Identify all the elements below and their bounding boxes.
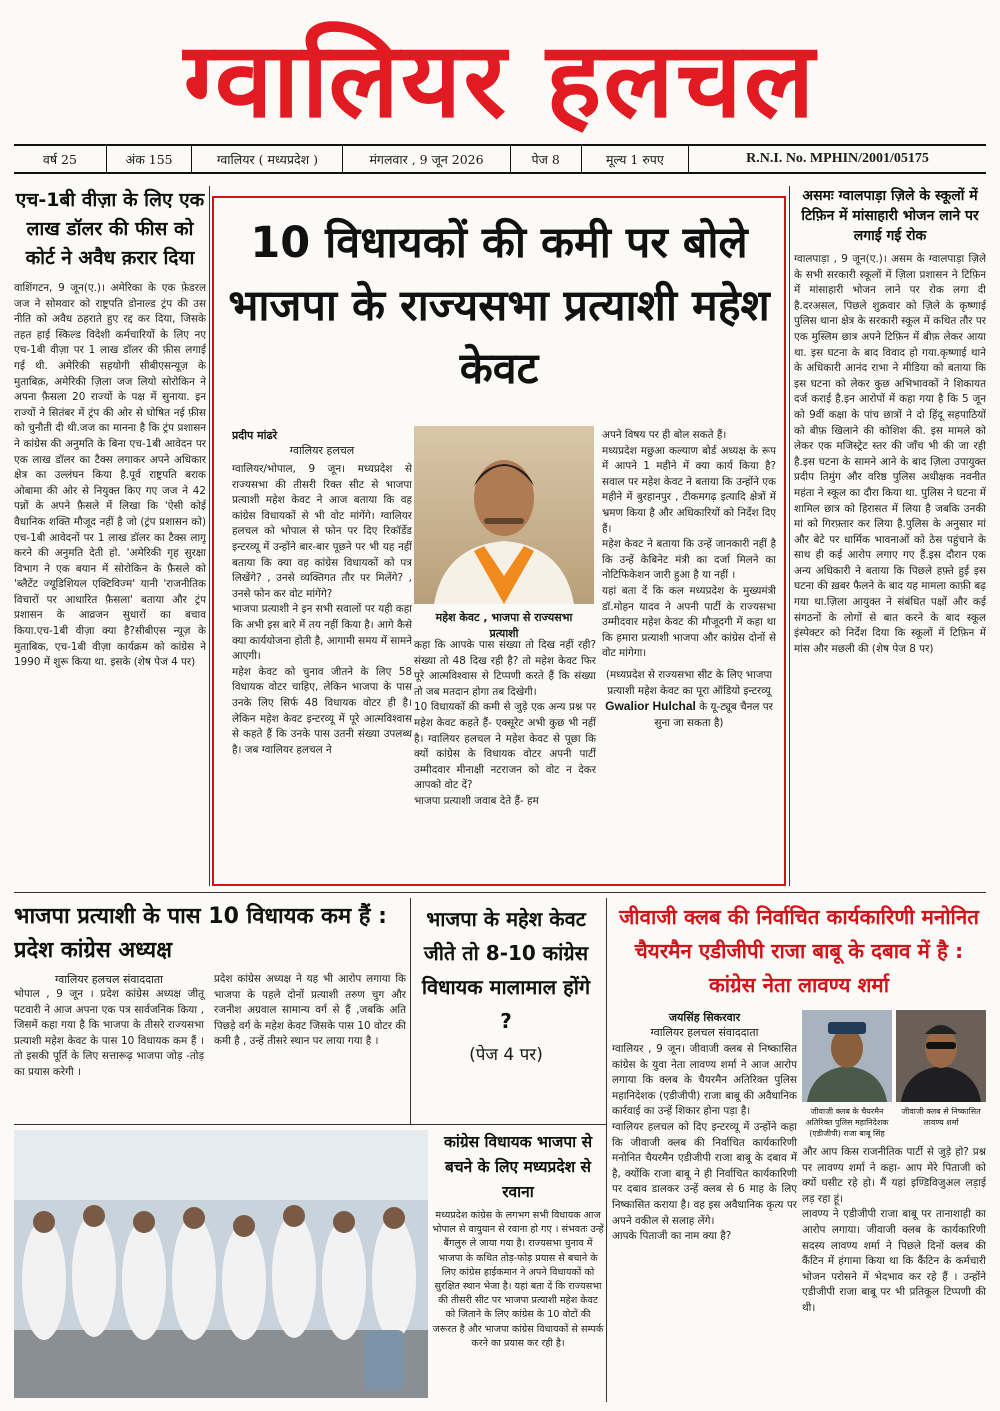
issue-year: वर्ष 25 bbox=[14, 146, 107, 172]
lead-audio-note bbox=[602, 668, 776, 731]
adgp-caption: जीवाजी क्लब के चैयरमैन अतिरिक्त पुलिस महानिदेशक (एडीजीपी) राजा बाबू सिंह bbox=[805, 1107, 889, 1138]
congress-mla-story bbox=[432, 1130, 604, 1400]
lead-note-text: (मध्यप्रदेश से राज्यसभा सीट के लिए भाजपा प्रत्याशी महेश केवट का पूरा ऑडियो इन्टरव्यू bbox=[605, 668, 773, 697]
right-story-headline: असमः ग्वालपाड़ा ज़िले के स्कूलों में टिफ़िन में मांसाहारी भोजन लाने पर लगाई गई रोक bbox=[801, 188, 979, 244]
lead-story-col3 bbox=[602, 428, 776, 874]
lead-photo-caption: महेश केवट , भाजपा से राज्यसभा प्रत्याशी bbox=[435, 611, 573, 640]
club-story-col-right bbox=[802, 1010, 986, 1402]
congress-story-headline: भाजपा प्रत्याशी के पास 10 विधायक कम हैं : प्रदेश कांग्रेस अध्यक्ष bbox=[14, 904, 387, 963]
club-story-col-left bbox=[612, 1010, 797, 1402]
club-col-right-text: और आप किस राजनीतिक पार्टी से जुड़े हो? प्रश्न पर लावण्य शर्मा ने कहा- आप मेरे पिताजी को क्यों घसीट रहे हो। मैं यहां इण्डिविजुअल लड़ाई लड़ रहा हूं। लावण्य ने एडीजीपी राजा बाबू पर तानाशाही का आरोप लगाया। जीवाजी क्लब के कार्यकारिणी सदस्य लावण्य शर्मा ने पिछले दिनों क्लब की कैंटिन में हंगामा किया था कि कैंटिन के कर्मचारी भोजन परोसने में भेदभाव कर रहे हैं । उन्होंने एडीजीपी राजा बाबू पर भी प्रतिकूल टिप्पणी की थी। bbox=[802, 1146, 986, 1314]
issue-page: पेज 8 bbox=[511, 146, 582, 172]
group-photo-illustration bbox=[14, 1130, 428, 1398]
lead-col1-text: ग्वालियर/भोपाल, 9 जून। मध्यप्रदेश से राज्यसभा की तीसरी रिक्त सीट से भाजपा प्रत्याशी महेश केवट ने आज बताया कि वह कांग्रेस विधायकों से भी वोट मांगेंगे। ग्वालियर हलचल को भोपाल से फोन पर दिए रिकॉर्डेड इन्टरव्यू में उन्होंने बार-बार पूछने पर भी यह नहीं बताया कि क्या वह कांग्रेस विधायकों को पत्र लिखेंगे? , उनसे व्यक्तिगत तौर पर मिलेंगे? , उनसे फोन कर वोट मांगेंगे? भाजपा प्रत्याशी ने इन सभी सवालों पर यही कहा कि अभी इस बारे में तय नहीं किया है। आगे कैसे क्या कार्ययोजना होती है, आगामी समय में सामने आएगी। महेश केवट को चुनाव जीतने के लिए 58 विधायक वोटर चाहिए, लेकिन भाजपा के पास उनके लिए सिर्फ 48 विधायक वोटर ही है। लेकिन महेश केवट इन्टरव्यू में पूरे आत्मविश्वास से कहते हैं कि उनके पास उतनी संख्या उपलब्ध है। जब ग्वालियर हलचल ने bbox=[232, 463, 412, 756]
congress-president-story bbox=[14, 900, 406, 1122]
lead-col3-text: अपने विषय पर ही बोल सकते हैं। मध्यप्रदेश मछुआ कल्याण बोर्ड अध्यक्ष के रूप में आपने 1 महीने में क्या कार्य किया है? सवाल पर महेश केवट ने बताया कि उन्होंने एक महीने में बुरहानपुर , टीकमगढ़ इत्यादि क्षेत्रों में भ्रमण किया है और अधिकारियों को निर्देश दिए हैं। महेश केवट ने बताया कि उन्हें जानकारी नहीं है कि उन्हें केबिनेट मंत्री का दर्जा मिलने का नोटिफिकेशन जारी हुआ है या नहीं । यहां बता दें कि कल मध्यप्रदेश के मुख्यमंत्री डॉ.मोहन यादव ने अपनी पार्टी के राज्यसभा उम्मीदवार महेश केवट की मौजूदगी में कहा था कि हमारा प्रत्याशी भाजपा और कांग्रेस दोनों से वोट मांगेगा। bbox=[602, 429, 776, 660]
lead-byline-org: ग्वालियर हलचल bbox=[289, 444, 355, 457]
lavanya-caption: जीवाजी क्लब से निष्कासित लावण्य शर्मा bbox=[901, 1107, 981, 1127]
lead-note-tail: के यू-ट्यूब चैनल पर सुना जा सकता है) bbox=[654, 701, 773, 729]
issue-number: अंक 155 bbox=[107, 146, 193, 172]
left-story bbox=[14, 186, 206, 886]
issue-price: मूल्य 1 रुपए bbox=[582, 146, 689, 172]
left-story-body: वाशिंगटन, 9 जून(ए.)। अमेरिका के एक फ़ेडरल जज ने सोमवार को राष्ट्रपति डोनाल्ड ट्रंप की उस नीति को अवैध ठहराते हुए रद्द कर दिया, जिसके तहत हाई स्किल्ड विदेशी कर्मचारियों के लिए नए एच-1बी वीज़ा पर 1 लाख डॉलर की फ़ीस लगाई गई थी. अमेरिकी सहयोगी सीबीएसन्यूज़ के मुताबिक़, अमेरिकी ज़िला जज लियो सोरोकिन ने अपना फ़ैसला 20 राज्यों के पक्ष में सुनाया. इन राज्यों ने सितंबर में ट्रंप की ओर से घोषित नई फ़ीस को चुनौती दी थी.जज का मानना है कि ट्रंप प्रशासन ने कांग्रेस की अनुमति के बिना एच-1बी आवेदन पर एक लाख डॉलर का टैक्स लगाकर अपने अधिकार क्षेत्र का उल्लंघन किया है.पूर्व राष्ट्रपति बराक ओबामा की ओर से नियुक्त किए गए जज ने 42 पन्नों के अपने फ़ैसले में लिखा कि 'ऐसी कोई वैधानिक शक्ति मौजूद नहीं है जो (ट्रंप प्रशासन को) एच-1बी आवेदनों पर 1 लाख डॉलर का टैक्स लागू करने की अनुमति देती हो. 'अमेरिकी गृह सुरक्षा विभाग ने एक बयान में सोरोकिन के फ़ैसले को 'ब्लैटेंट ज्यूडिशियल एक्टिविज्म' यानी 'राजनीतिक विचारों पर आधारित फ़ैसला' बताया और ट्रंप प्रशासन के आव्रजन सुधारों का बचाव किया.एच-1बी वीज़ा क्या है?सीबीएस न्यूज़ के मुताबिक, एच-1बी वीज़ा कार्यक्रम को कांग्रेस ने 1990 में शुरू किया था. इसके (शेष पेज 4 पर) bbox=[14, 282, 206, 669]
club-story bbox=[612, 900, 986, 1402]
congress-story-col1: भोपाल , 9 जून । प्रदेश कांग्रेस अध्यक्ष जीतू पटवारी ने आज अपना एक पत्र सार्वजनिक किया , जिसमें कहा गया है कि भाजपा के तीसरे राज्यसभा प्रत्याशी महेश केवट के पास 10 विधायक कम हैं । तो इसकी पूर्ति के लिए सत्तारूढ़ भाजपा जोड़ -तोड़ का प्रयास करेगी । bbox=[14, 988, 204, 1078]
column-divider bbox=[209, 186, 210, 886]
lead-story-headline: 10 विधायकों की कमी पर बोले भाजपा के राज्यसभा प्रत्याशी महेश केवट bbox=[228, 218, 770, 394]
club-story-headline: जीवाजी क्लब की निर्वाचित कार्यकारिणी मनोनित चैयरमैन एडीजीपी राजा बाबू के दबाव में है : कांग्रेस नेता लावण्य शर्मा bbox=[619, 905, 979, 997]
mahesh-kewat-photo bbox=[414, 426, 594, 604]
adgp-raja-babu-photo bbox=[802, 1010, 892, 1102]
teaser-box bbox=[414, 900, 598, 1122]
lavanya-sharma-photo bbox=[896, 1010, 986, 1102]
club-byline: जयसिंह सिकरवार bbox=[668, 1011, 741, 1024]
issue-info-bar bbox=[14, 144, 986, 174]
congress-story-col2: प्रदेश कांग्रेस अध्यक्ष ने यह भी आरोप लगाया कि भाजपा के पहले दोनों प्रत्याशी तरुण चुग और रजनीश अग्रवाल सामान्य वर्ग से हैं ,जबकि अति पिछड़े वर्ग के महेश केवट जिसके पास 10 वोटर की कमी है , उन्हें तीसरे स्थान पर लाया गया है । bbox=[214, 973, 406, 1048]
lead-photo-frame bbox=[414, 426, 594, 640]
right-story-body: ग्वालपाड़ा , 9 जून(ए.)। असम के ग्वालपाड़ा ज़िले के सभी सरकारी स्कूलों में ज़िला प्रशासन ने टिफ़िन में मांसाहारी भोजन लाने पर रोक लगा दी है.दरअसल, पिछले शुक्रवार को ज़िले के कृष्णाई पुलिस थाना क्षेत्र के सरकारी स्कूल में कथित तौर पर एक मुस्लिम छात्र अपने टिफ़िन में बीफ़ लेकर आया था. इस घटना के बाद विवाद हो गया.कृष्णाई थाने के अधिकारी आनंद राभा ने मीडिया को बताया कि इस घटना को लेकर कुछ अभिभावकों ने शिकायत दर्ज कराई है.इन आरोपों में कहा गया है कि 5 जून को 9वीं कक्षा के पांच छात्रों ने दो हिंदू सहपाठियों को बीफ़ खिलाने की कोशिश की. इस मामले को लेकर एक मजिस्ट्रेट स्तर की जाँच भी की जा रही है.इस घटना के सामने आने के बाद ज़िला उपायुक्त प्रदीप तिमुंग और वरिष्ठ पुलिस अधीक्षक नवनीत महंता ने स्कूल का दौरा किया था. पुलिस ने घटना में शामिल छात्र को हिरासत में लिया है जबकि उनकी मां को गिरफ़्तार कर लिया है.पुलिस के अनुसार मां और बेटे पर धार्मिक भावनाओं को ठेस पहुंचाने के साथ ही कई आरोप लगाए गए हैं.इस दौरान एक अन्य अधिकारी ने बताया कि पिछले हफ़्ते हुई इस घटना की ख़बर फैलने के बाद यह मामला काफ़ी बढ़ गया था.ज़िला आयुक्त ने संबंधित पक्षों और कई संगठनों के लोगों से बात करने के बाद स्कूल इंस्पेक्टर को निर्देश दिया कि स्कूलों में टिफ़िन में मांस और मछली की (शेष पेज 8 पर) bbox=[794, 253, 986, 655]
issue-place: ग्वालियर ( मध्यप्रदेश ) bbox=[192, 146, 343, 172]
club-byline-org: ग्वालियर हलचल संवाददाता bbox=[650, 1026, 759, 1039]
section-divider bbox=[14, 892, 986, 893]
column-divider bbox=[606, 898, 607, 1402]
congress-mlas-group-photo bbox=[14, 1130, 428, 1398]
teaser-jump: (पेज 4 पर) bbox=[469, 1045, 543, 1065]
lead-byline: प्रदीप मांढरे bbox=[232, 429, 278, 442]
lead-story-col2 bbox=[414, 638, 596, 874]
lead-story-col1 bbox=[232, 428, 412, 874]
congress-mla-headline: कांग्रेस विधायक भाजपा से बचने के लिए मध्यप्रदेश से रवाना bbox=[443, 1133, 593, 1201]
masthead-title: ग्वालियर हलचल bbox=[183, 19, 817, 141]
rni-number: R.N.I. No. MPHIN/2001/05175 bbox=[746, 151, 929, 166]
club-col-left-text: ग्वालियर , 9 जून। जीवाजी क्लब से निष्कासित कांग्रेस के युवा नेता लावण्य शर्मा ने आज आरोप लगाया कि क्लब के चैयरमैन अतिरिक्त पुलिस महानिदेशक (एडीजीपी) राजा बाबू की अवैधानिक कार्रवाई का उन्हें शिकार होना पड़ा है। ग्वालियर हलचल को दिए इन्टरव्यू में उन्होंने कहा कि जीवाजी क्लब की निर्वाचित कार्यकारिणी मनोनित चैयरमैन एडीजीपी राजा बाबू के दबाव में है, क्योंकि राजा बाबू ने ही निर्वाचित कार्यकारिणी पर दबाव डालकर उन्हें क्लब से 6 माह के लिए निष्कासित कराया है। वह इस अवैधानिक कृत्य पर अपने वकील से सलाह लेंगे। आपके पिताजी का नाम क्या है? bbox=[612, 1043, 797, 1243]
congress-mla-body: मध्यप्रदेश कांग्रेस के लगभग सभी विधायक आज भोपाल से वायुयान से रवाना हो गए । संभवतः उन्हें बैंगलुरु ले जाया गया है। राज्यसभा चुनाव में भाजपा के कथित तोड़-फोड़ प्रयास से बचाने के लिए कांग्रेस हाईकमान ने अपने विधायकों को सुरक्षित स्थान भेजा है। यहां बता दें कि राज्यसभा की तीसरी सीट पर भाजपा प्रत्याशी महेश केवट को जिताने के लिए कांग्रेस के 10 वोटों की जरूरत है और भाजपा कांग्रेस विधायकों से सम्पर्क करने का प्रयास कर रही है। bbox=[432, 1210, 604, 1349]
column-divider bbox=[410, 898, 411, 1124]
lead-note-channel: Gwalior Hulchal bbox=[605, 699, 696, 714]
teaser-headline: भाजपा के महेश केवट जीते तो 8-10 कांग्रेस विधायक मालामाल होंगे ? bbox=[421, 907, 591, 1033]
lead-col2-text: कहा कि आपके पास संख्या तो दिख नहीं रही? संख्या तो 48 दिख रही है? तो महेश केवट फिर पूरे आत्मविश्वास से टिप्पणी करते हैं कि संख्या तो जब मतदान होगा तब दिखेगी। 10 विधायकों की कमी से जुड़े एक अन्य प्रश्न पर महेश केवट कहते हैं- एक्सूरेट अभी कुछ भी नहीं है। ग्वालियर हलचल ने महेश केवट से पूछा कि क्यों कांग्रेस के विधायक वोटर अपनी पार्टी उम्मीदवार मीनाक्षी नटराजन को वोट न देकर आपको वोट दें? भाजपा प्रत्याशी जवाब देते हैं- हम bbox=[414, 639, 596, 807]
left-story-headline: एच-1बी वीज़ा के लिए एक लाख डॉलर की फीस को कोर्ट ने अवैध क़रार दिया bbox=[15, 189, 205, 269]
column-divider bbox=[789, 186, 790, 886]
section-divider bbox=[14, 1124, 606, 1125]
lead-story-box bbox=[212, 196, 786, 886]
right-story bbox=[794, 186, 986, 886]
congress-story-byline: ग्वालियर हलचल संवाददाता bbox=[54, 973, 164, 986]
issue-date: मंगलवार , 9 जून 2026 bbox=[343, 146, 510, 172]
